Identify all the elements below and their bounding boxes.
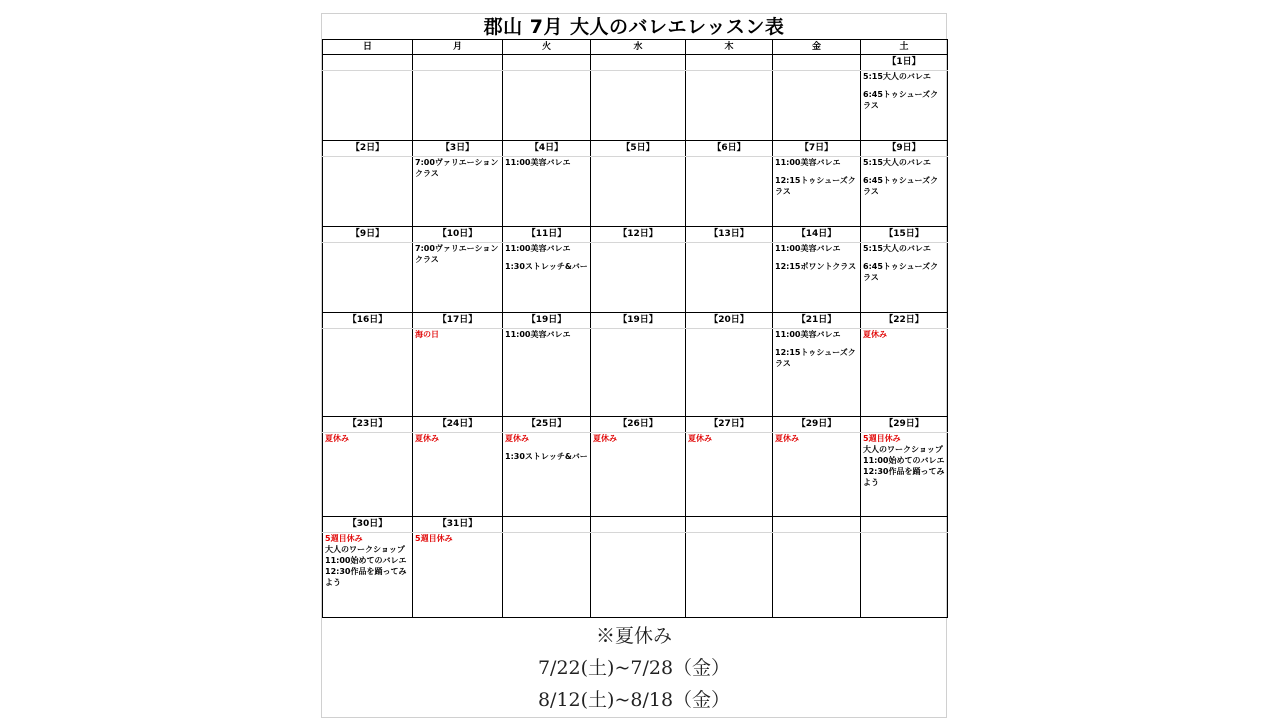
day-cell bbox=[503, 433, 591, 517]
day-cell bbox=[773, 533, 861, 618]
lesson-item: 11:00美容バレエ bbox=[775, 330, 841, 339]
notes-heading: ※夏休み bbox=[595, 625, 672, 647]
day-cell bbox=[503, 329, 591, 417]
lesson-item: 5:15大人のバレエ bbox=[863, 244, 931, 253]
calendar-table bbox=[322, 39, 948, 618]
day-cell bbox=[323, 243, 413, 313]
day-cell bbox=[773, 71, 861, 141]
day-cell bbox=[323, 71, 413, 141]
event-spacer bbox=[775, 254, 858, 261]
day-cell bbox=[861, 243, 948, 313]
date-label bbox=[591, 55, 686, 71]
page-title: 郡山 7月 大人のバレエレッスン表 bbox=[483, 16, 785, 38]
day-cell bbox=[323, 533, 413, 618]
weekday-thu: 木 bbox=[686, 40, 773, 55]
date-label: 【23日】 bbox=[323, 417, 413, 433]
date-label: 【20日】 bbox=[686, 313, 773, 329]
lesson-item: 11:00始めてのバレエ bbox=[325, 556, 407, 565]
week-6-events-row bbox=[323, 533, 948, 618]
date-label: 【10日】 bbox=[413, 227, 503, 243]
lesson-item: 大人のワークショップ bbox=[863, 445, 943, 454]
day-cell bbox=[861, 157, 948, 227]
holiday-label: 夏休み bbox=[863, 330, 887, 339]
date-label bbox=[503, 55, 591, 71]
week-3-date-row bbox=[323, 227, 948, 243]
weekday-sun: 日 bbox=[323, 40, 413, 55]
lesson-item: 11:00美容バレエ bbox=[505, 158, 571, 167]
date-label: 【29日】 bbox=[861, 417, 948, 433]
holiday-label: 海の日 bbox=[415, 330, 439, 339]
day-cell bbox=[773, 329, 861, 417]
date-label: 【22日】 bbox=[861, 313, 948, 329]
day-cell bbox=[773, 157, 861, 227]
event-spacer bbox=[775, 340, 858, 347]
day-cell bbox=[413, 533, 503, 618]
date-label: 【7日】 bbox=[773, 141, 861, 157]
lesson-item: 6:45トゥシューズクラス bbox=[863, 262, 939, 282]
date-label bbox=[773, 517, 861, 533]
day-cell bbox=[503, 243, 591, 313]
day-cell bbox=[413, 329, 503, 417]
lesson-item: 11:00始めてのバレエ bbox=[863, 456, 945, 465]
date-label bbox=[413, 55, 503, 71]
day-cell bbox=[413, 157, 503, 227]
day-cell bbox=[591, 329, 686, 417]
day-cell bbox=[773, 243, 861, 313]
week-2-events-row bbox=[323, 157, 948, 227]
notes-period-2: 8/12(土)~8/18（金） bbox=[537, 689, 731, 711]
day-cell bbox=[591, 71, 686, 141]
lesson-item: 大人のワークショップ bbox=[325, 545, 405, 554]
week-5-date-row bbox=[323, 417, 948, 433]
day-cell bbox=[686, 157, 773, 227]
date-label: 【19日】 bbox=[591, 313, 686, 329]
lesson-item: 12:15トゥシューズクラス bbox=[775, 176, 856, 196]
week-3-events-row bbox=[323, 243, 948, 313]
date-label: 【17日】 bbox=[413, 313, 503, 329]
event-spacer bbox=[863, 254, 945, 261]
weekday-fri: 金 bbox=[773, 40, 861, 55]
week-1-events-row bbox=[323, 71, 948, 141]
date-label: 【3日】 bbox=[413, 141, 503, 157]
notes-period-1: 7/22(土)~7/28（金） bbox=[537, 657, 731, 679]
day-cell bbox=[686, 71, 773, 141]
holiday-label: 夏休み bbox=[688, 434, 712, 443]
day-cell bbox=[591, 533, 686, 618]
schedule-sheet bbox=[321, 13, 947, 718]
lesson-item: 12:30作品を踊ってみよう bbox=[863, 467, 945, 487]
date-label bbox=[686, 517, 773, 533]
date-label: 【12日】 bbox=[591, 227, 686, 243]
date-label: 【31日】 bbox=[413, 517, 503, 533]
date-label: 【27日】 bbox=[686, 417, 773, 433]
day-cell bbox=[323, 433, 413, 517]
holiday-label: 夏休み bbox=[593, 434, 617, 443]
date-label: 【4日】 bbox=[503, 141, 591, 157]
date-label: 【29日】 bbox=[773, 417, 861, 433]
lesson-item: 5:15大人のバレエ bbox=[863, 158, 931, 167]
day-cell bbox=[686, 243, 773, 313]
day-cell bbox=[503, 71, 591, 141]
date-label: 【11日】 bbox=[503, 227, 591, 243]
holiday-label: 夏休み bbox=[505, 434, 529, 443]
day-cell bbox=[591, 157, 686, 227]
event-spacer bbox=[863, 168, 945, 175]
date-label: 【25日】 bbox=[503, 417, 591, 433]
day-cell bbox=[503, 157, 591, 227]
holiday-label: 夏休み bbox=[325, 434, 349, 443]
event-spacer bbox=[863, 82, 945, 89]
lesson-item: 12:30作品を踊ってみよう bbox=[325, 567, 407, 587]
day-cell bbox=[861, 533, 948, 618]
day-cell bbox=[686, 433, 773, 517]
day-cell bbox=[413, 433, 503, 517]
date-label: 【21日】 bbox=[773, 313, 861, 329]
date-label: 【6日】 bbox=[686, 141, 773, 157]
lesson-item: 5:15大人のバレエ bbox=[863, 72, 931, 81]
date-label bbox=[861, 517, 948, 533]
lesson-item: 7:00ヴァリエーションクラス bbox=[415, 244, 499, 264]
event-spacer bbox=[505, 444, 588, 451]
holiday-label: 5週目休み bbox=[415, 534, 453, 543]
lesson-item: 6:45トゥシューズクラス bbox=[863, 90, 939, 110]
week-6-date-row bbox=[323, 517, 948, 533]
day-cell bbox=[413, 71, 503, 141]
date-label: 【30日】 bbox=[323, 517, 413, 533]
date-label: 【16日】 bbox=[323, 313, 413, 329]
date-label bbox=[323, 55, 413, 71]
day-cell bbox=[323, 329, 413, 417]
date-label: 【5日】 bbox=[591, 141, 686, 157]
date-label: 【13日】 bbox=[686, 227, 773, 243]
lesson-item: 12:15トゥシューズクラス bbox=[775, 348, 856, 368]
day-cell bbox=[413, 243, 503, 313]
date-label: 【14日】 bbox=[773, 227, 861, 243]
week-4-date-row bbox=[323, 313, 948, 329]
date-label bbox=[773, 55, 861, 71]
holiday-label: 夏休み bbox=[415, 434, 439, 443]
day-cell bbox=[686, 329, 773, 417]
week-2-date-row bbox=[323, 141, 948, 157]
lesson-item: 11:00美容バレエ bbox=[775, 244, 841, 253]
date-label bbox=[686, 55, 773, 71]
date-label: 【24日】 bbox=[413, 417, 503, 433]
date-label bbox=[591, 517, 686, 533]
date-label: 【26日】 bbox=[591, 417, 686, 433]
lesson-item: 1:30ストレッチ&バー bbox=[505, 262, 588, 271]
weekday-wed: 水 bbox=[591, 40, 686, 55]
weekday-tue: 火 bbox=[503, 40, 591, 55]
day-cell bbox=[861, 71, 948, 141]
date-label: 【15日】 bbox=[861, 227, 948, 243]
date-label: 【9日】 bbox=[323, 227, 413, 243]
holiday-label: 5週目休み bbox=[325, 534, 363, 543]
holiday-label: 5週目休み bbox=[863, 434, 901, 443]
lesson-item: 11:00美容バレエ bbox=[775, 158, 841, 167]
day-cell bbox=[686, 533, 773, 618]
date-label: 【2日】 bbox=[323, 141, 413, 157]
calendar-body bbox=[323, 55, 948, 618]
holiday-label: 夏休み bbox=[775, 434, 799, 443]
day-cell bbox=[591, 243, 686, 313]
date-label bbox=[503, 517, 591, 533]
weekday-sat: 土 bbox=[861, 40, 948, 55]
lesson-item: 1:30ストレッチ&バー bbox=[505, 452, 588, 461]
day-cell bbox=[773, 433, 861, 517]
day-cell bbox=[591, 433, 686, 517]
weekday-mon: 月 bbox=[413, 40, 503, 55]
event-spacer bbox=[775, 168, 858, 175]
week-1-date-row bbox=[323, 55, 948, 71]
date-label: 【1日】 bbox=[861, 55, 948, 71]
event-spacer bbox=[505, 254, 588, 261]
lesson-item: 11:00美容バレエ bbox=[505, 330, 571, 339]
week-4-events-row bbox=[323, 329, 948, 417]
lesson-item: 11:00美容バレエ bbox=[505, 244, 571, 253]
date-label: 【19日】 bbox=[503, 313, 591, 329]
summer-break-notes bbox=[322, 620, 946, 716]
date-label: 【9日】 bbox=[861, 141, 948, 157]
lesson-item: 6:45トゥシューズクラス bbox=[863, 176, 939, 196]
lesson-item: 12:15ポワントクラス bbox=[775, 262, 857, 271]
day-cell bbox=[503, 533, 591, 618]
weekday-header-row bbox=[323, 40, 948, 55]
week-5-events-row bbox=[323, 433, 948, 517]
day-cell bbox=[861, 433, 948, 517]
day-cell bbox=[323, 157, 413, 227]
day-cell bbox=[861, 329, 948, 417]
lesson-item: 7:00ヴァリエーションクラス bbox=[415, 158, 499, 178]
